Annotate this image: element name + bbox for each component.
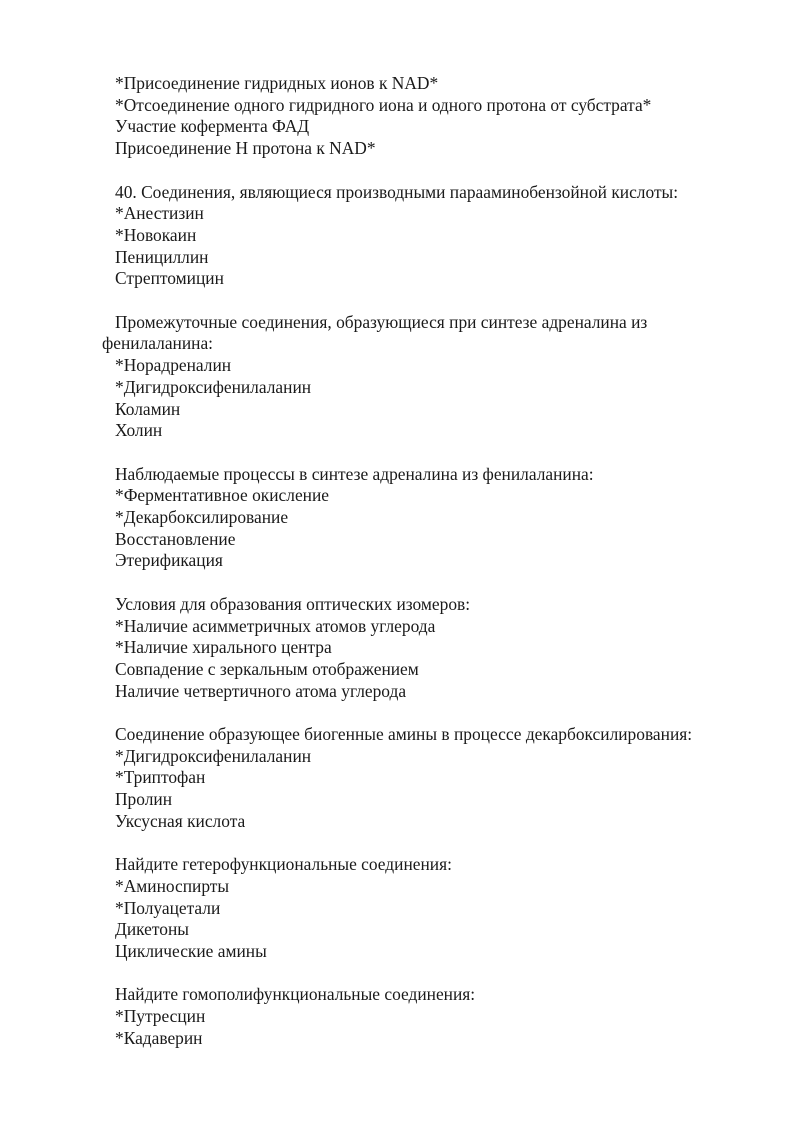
- answer-option: *Новокаин: [115, 224, 197, 245]
- answer-option: Уксусная кислота: [115, 810, 246, 831]
- answer-option: Пенициллин: [115, 246, 209, 267]
- question-block-40: [0, 182, 800, 291]
- answer-option: *Дигидроксифенилаланин: [115, 745, 312, 766]
- answer-option: Наличие четвертичного атома углерода: [115, 680, 407, 701]
- question-text: Соединение образующее биогенные амины в процессе декарбоксилирования:: [115, 724, 693, 745]
- answer-option: Присоединение Н протона к NAD*: [115, 138, 376, 159]
- question-text: Условия для образования оптических изомеров:: [115, 593, 471, 614]
- question-text: Наблюдаемые процессы в синтезе адреналина из фенилаланина:: [115, 463, 594, 484]
- question-block-optical-isomers: [0, 594, 800, 703]
- answer-option: Циклические амины: [115, 941, 267, 962]
- answer-option: Восстановление: [115, 528, 236, 549]
- answer-option: *Анестизин: [115, 203, 204, 224]
- answer-option: *Наличие хирального центра: [115, 637, 332, 658]
- answer-option: *Аминоспирты: [115, 875, 230, 896]
- answer-option: Пролин: [115, 789, 173, 810]
- question-text-continuation: фенилаланина:: [102, 333, 214, 354]
- answer-option: Коламин: [115, 398, 181, 419]
- answer-option: Участие кофермента ФАД: [115, 116, 310, 137]
- answer-option: *Триптофан: [115, 767, 206, 788]
- answer-option: *Отсоединение одного гидридного иона и одного протона от субстрата*: [115, 94, 652, 115]
- answer-option: *Путресцин: [115, 1006, 206, 1027]
- answer-option: *Норадреналин: [115, 355, 232, 376]
- question-block-adrenaline-intermediates: [0, 312, 800, 442]
- question-text: Промежуточные соединения, образующиеся при синтезе адреналина из: [115, 311, 648, 332]
- question-block-homopolyfunctional: [0, 984, 800, 1049]
- answer-option: Стрептомицин: [115, 268, 224, 289]
- answer-option: *Ферментативное окисление: [115, 485, 329, 506]
- answer-options-block-1: [0, 73, 800, 160]
- question-text: Найдите гомополифункциональные соединения:: [115, 984, 476, 1005]
- document-body: [0, 73, 800, 1050]
- question-text: 40. Соединения, являющиеся производными парааминобензойной кислоты:: [115, 181, 679, 202]
- question-block-heterofunctional: [0, 854, 800, 963]
- answer-option: *Полуацетали: [115, 897, 221, 918]
- answer-option: Холин: [115, 420, 163, 441]
- answer-option: *Декарбоксилирование: [115, 507, 289, 528]
- answer-option: *Наличие асимметричных атомов углерода: [115, 615, 436, 636]
- answer-option: *Дигидроксифенилаланин: [115, 376, 312, 397]
- answer-option: Совпадение с зеркальным отображением: [115, 658, 419, 679]
- question-block-adrenaline-processes: [0, 464, 800, 573]
- question-text: Найдите гетерофункциональные соединения:: [115, 854, 452, 875]
- answer-option: Этерификация: [115, 550, 223, 571]
- answer-option: Дикетоны: [115, 919, 189, 940]
- question-block-biogenic-amines: [0, 724, 800, 833]
- answer-option: *Присоединение гидридных ионов к NAD*: [115, 73, 439, 93]
- answer-option: *Кадаверин: [115, 1027, 203, 1048]
